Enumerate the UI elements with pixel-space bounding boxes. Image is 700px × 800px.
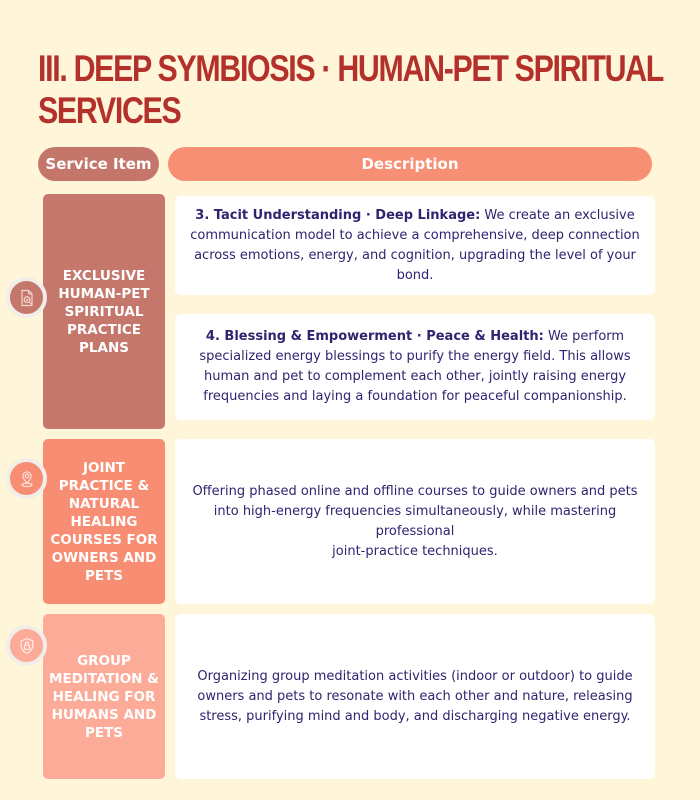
description-box [175,196,655,295]
description-text: Organizing group meditation activities (indoor or outdoor) to guide owners and pets to resonate with each other and nature, releasing stress, purifying mind and body, and discharging negative energy. [197,668,633,724]
description-text: 3. Tacit Understanding · Deep Linkage: We create an exclusive communication model to achieve a comprehensive, deep connection across emotions, energy, and cognition, upgrading the level of your bond. [190,207,640,283]
document-search-icon [6,277,47,318]
description-lead: 3. Tacit Understanding · Deep Linkage: [195,207,481,223]
header-service-item: Service Item [38,147,159,181]
service-item-joint-practice [43,439,165,604]
shield-lock-icon [6,625,47,666]
service-item-label: EXCLUSIVE HUMAN-PET SPIRITUAL PRACTICE PLANS [58,267,150,356]
description-box [175,314,655,420]
description-text: 4. Blessing & Empowerment · Peace & Health: We perform specialized energy blessings to purify the energy field. This allows human and pet to complement each other, jointly raising energy frequencies and laying a foundation for peaceful companionship. [199,329,631,404]
description-lead: 4. Blessing & Empowerment · Peace & Health: [205,329,544,344]
description-box [175,439,655,604]
description-box [175,614,655,779]
description-text: Offering phased online and offline courses to guide owners and pets into high-energy frequencies simultaneously, while mastering professional joint-practice techniques. [192,483,638,559]
page-title: III. DEEP SYMBIOSIS · HUMAN-PET SPIRITUAL SERVICES [38,48,663,131]
header-description: Description [168,147,652,181]
service-item-label: GROUP MEDITATION & HEALING FOR HUMANS AND PETS [49,652,159,741]
service-item-group-meditation [43,614,165,779]
service-item-label: JOINT PRACTICE & NATURAL HEALING COURSES FOR OWNERS AND PETS [50,459,158,584]
location-pin-icon [6,458,47,499]
service-item-exclusive-plans [43,194,165,429]
